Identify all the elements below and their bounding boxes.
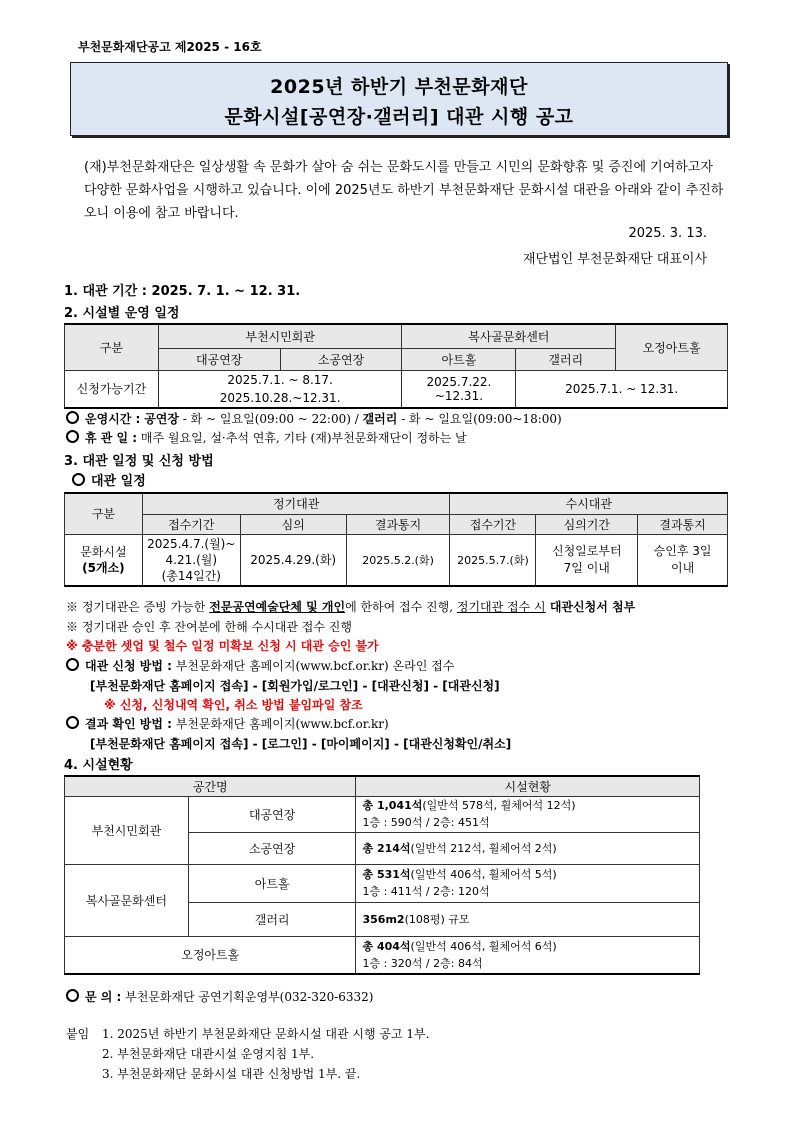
circle-bullet-icon [66, 989, 79, 1002]
note-1-underline: 정기대관 접수 시 [456, 600, 546, 614]
title-line-1: 2025년 하반기 부천문화재단 [270, 76, 528, 98]
circle-bullet-icon [66, 658, 79, 671]
hours-label: 운영시간 : [85, 412, 141, 426]
apply-text: 부천문화재단 홈페이지(www.bcf.or.kr) 온라인 접수 [171, 659, 455, 673]
sched-h5: 심의기간 [536, 514, 638, 534]
hours-a-label: 공연장 [144, 412, 179, 426]
section-1-heading: 1. 대관 기간 : 2025. 7. 1. ~ 12. 31. [64, 284, 301, 299]
header-sub-1: 대공연장 [158, 348, 280, 370]
facility-group-2: 복사골문화센터 [65, 864, 189, 936]
note-1 [66, 598, 635, 615]
note-2: ※ 정기대관 승인 후 잔여분에 한해 수시대관 접수 진행 [66, 620, 352, 634]
header-venue-1: 부천시민회관 [158, 324, 402, 348]
detail-2-breakdown: (일반석 212석, 휠체어석 2석) [410, 842, 557, 855]
sched-r2: 2025.4.29.(화) [240, 534, 346, 586]
circle-bullet-icon [72, 473, 85, 486]
sched-r1a: 2025.4.7.(월)~ [147, 536, 236, 551]
sched-r6 [638, 534, 728, 586]
sched-r6b: 이내 [670, 560, 695, 575]
intro-text: (재)부천문화재단은 일상생활 속 문화가 살아 숨 쉬는 문화도시를 만들고 시민의 문화향휴 및 증진에 기여하고자 다양한 문화사업을 시행하고 있습니다. 이에 2025년도 하반기 부천문화재단 문화시설 대관을 아래와 같이 추진하오니 이용에 참고 바랍니다. [84, 160, 724, 221]
note-1-mid: 에 한하여 접수 진행, [345, 600, 457, 614]
sched-h6: 결과통지 [638, 514, 728, 534]
closed-text: 매주 월요일, 설·추석 연휴, 기타 (재)부천문화재단이 정하는 날 [137, 431, 467, 445]
apply-path: [부천문화재단 홈페이지 접속] - [회원가입/로그인] - [대관신청] - [대관신청] [90, 679, 500, 693]
apply-note: ※ 신청, 신청내역 확인, 취소 방법 붙임파일 참조 [104, 698, 363, 712]
facility-detail-2 [356, 832, 700, 864]
period-1a: 2025.7.1. ~ 8.17. [227, 372, 333, 387]
period-1b: 2025.10.28.~12.31. [219, 390, 341, 405]
intro-signer: 재단법인 부천문화재단 대표이사 [522, 252, 707, 267]
contact-label: 문 의 : [85, 990, 122, 1004]
facility-header-space: 공간명 [65, 776, 356, 796]
intro-date: 2025. 3. 13. [628, 226, 707, 241]
sched-row-label-2: (5개소) [82, 560, 125, 575]
header-sub-2: 소공연장 [280, 348, 402, 370]
sched-r1b: 4.21.(월) [165, 552, 218, 567]
operating-hours [66, 410, 562, 427]
sched-h3: 결과통지 [346, 514, 450, 534]
hours-b: - 화 ~ 일요일(09:00~18:00) [397, 412, 562, 426]
header-category: 구분 [65, 324, 159, 370]
sched-header-occasional: 수시대관 [450, 493, 728, 514]
attachment-2: 2. 부천문화재단 대관시설 운영지침 1부. [102, 1047, 315, 1061]
period-cell-1 [158, 370, 402, 408]
header-venue-2: 복사골문화센터 [402, 324, 616, 348]
attachment-label: 붙임 [66, 1027, 90, 1041]
sched-r1 [142, 534, 240, 586]
operation-schedule-table [64, 323, 728, 409]
sched-r1c: (총14일간) [161, 568, 221, 583]
closed-label: 휴 관 일 : [85, 431, 138, 445]
sched-header-category: 구분 [65, 493, 143, 534]
detail-3-total: 총 531석 [362, 868, 411, 881]
title-box [70, 62, 728, 136]
circle-bullet-icon [66, 411, 79, 424]
attachment-3: 3. 부천문화재단 문화시설 대관 신청방법 1부. 끝. [102, 1067, 361, 1081]
detail-2-total: 총 214석 [362, 842, 411, 855]
result-text: 부천문화재단 홈페이지(www.bcf.or.kr) [171, 717, 389, 731]
row-label: 신청가능기간 [65, 370, 159, 408]
sched-r6a: 승인후 3일 [653, 543, 712, 558]
section-3-sub [72, 470, 146, 489]
facility-header-status: 시설현황 [356, 776, 700, 796]
sched-r5b: 7일 이내 [563, 560, 610, 575]
detail-1-total: 총 1,041석 [362, 799, 423, 812]
attachment-1: 1. 2025년 하반기 부천문화재단 문화시설 대관 시행 공고 1부. [102, 1027, 430, 1041]
facility-detail-5 [356, 936, 700, 974]
detail-1-floors: 1층 : 590석 / 2층: 451석 [362, 816, 490, 829]
detail-5-total: 총 404석 [362, 939, 411, 953]
section-2-heading: 2. 시설별 운영 일정 [64, 306, 180, 321]
header-venue-3: 오정아트홀 [616, 324, 728, 370]
detail-5-floors: 1층 : 320석 / 2층: 84석 [362, 956, 483, 970]
facility-space-1: 대공연장 [188, 796, 356, 832]
section-3-heading: 3. 대관 일정 및 신청 방법 [64, 454, 214, 469]
sched-r5 [536, 534, 638, 586]
header-sub-3: 아트홀 [402, 348, 516, 370]
facility-space-2: 소공연장 [188, 832, 356, 864]
detail-3-breakdown: (일반석 406석, 휠체어석 5석) [410, 868, 557, 881]
sched-r4: 2025.5.7.(화) [450, 534, 536, 586]
section-3-sub-label: 대관 일정 [91, 474, 146, 489]
apply-method [66, 657, 454, 674]
section-4-heading: 4. 시설현황 [64, 758, 133, 773]
facility-space-4: 갤러리 [188, 902, 356, 936]
notice-number: 부천문화재단공고 제2025 - 16호 [78, 40, 262, 54]
title-line-2: 문화시설[공연장·갤러리] 대관 시행 공고 [224, 106, 574, 128]
rental-schedule-table [64, 492, 728, 587]
result-path: [부천문화재단 홈페이지 접속] - [로그인] - [마이페이지] - [대관신청확인/취소] [90, 737, 512, 751]
contact-line [66, 988, 374, 1005]
facility-detail-3 [356, 864, 700, 902]
apply-label: 대관 신청 방법 : [85, 659, 172, 673]
sched-h4: 접수기간 [450, 514, 536, 534]
circle-bullet-icon [66, 430, 79, 443]
hours-a: - 화 ~ 일요일(09:00 ~ 22:00) / [178, 412, 363, 426]
sched-r5a: 신청일로부터 [551, 543, 622, 558]
note-1-pre: ※ 정기대관은 증빙 가능한 [66, 600, 210, 614]
sched-h1: 접수기간 [142, 514, 240, 534]
sched-h2: 심의 [240, 514, 346, 534]
note-1-end: 대관신청서 첨부 [545, 600, 636, 614]
note-1-bold: 전문공연예술단체 및 개인 [209, 600, 346, 614]
facility-space-3: 아트홀 [188, 864, 356, 902]
detail-4-pyeong: (108평) 규모 [404, 913, 470, 926]
detail-3-floors: 1층 : 411석 / 2층: 120석 [362, 885, 490, 898]
facility-group-3: 오정아트홀 [65, 936, 356, 974]
detail-4-area: 356m2 [362, 913, 405, 926]
sched-header-regular: 정기대관 [142, 493, 450, 514]
sched-row-label [65, 534, 143, 586]
facility-detail-1 [356, 796, 700, 832]
sched-row-label-1: 문화시설 [80, 544, 127, 559]
sched-r3: 2025.5.2.(화) [346, 534, 450, 586]
header-sub-4: 갤러리 [516, 348, 616, 370]
circle-bullet-icon [66, 716, 79, 729]
detail-1-breakdown: (일반석 578석, 휠체어석 12석) [422, 799, 576, 812]
detail-5-breakdown: (일반석 406석, 휠체어석 6석) [410, 939, 557, 953]
facility-group-1: 부천시민회관 [65, 796, 189, 864]
period-cell-3: 2025.7.1. ~ 12.31. [516, 370, 728, 408]
result-method [66, 715, 389, 732]
hours-b-label: 갤러리 [362, 412, 398, 426]
contact-text: 부천문화재단 공연기획운영부(032-320-6332) [121, 990, 374, 1004]
facility-detail-4 [356, 902, 700, 936]
facility-table [64, 775, 700, 975]
period-cell-2: 2025.7.22. ~12.31. [402, 370, 516, 408]
closed-days [66, 429, 467, 446]
result-label: 결과 확인 방법 : [85, 717, 172, 731]
note-3: ※ 충분한 셋업 및 철수 일정 미확보 신청 시 대관 승인 불가 [66, 639, 379, 653]
